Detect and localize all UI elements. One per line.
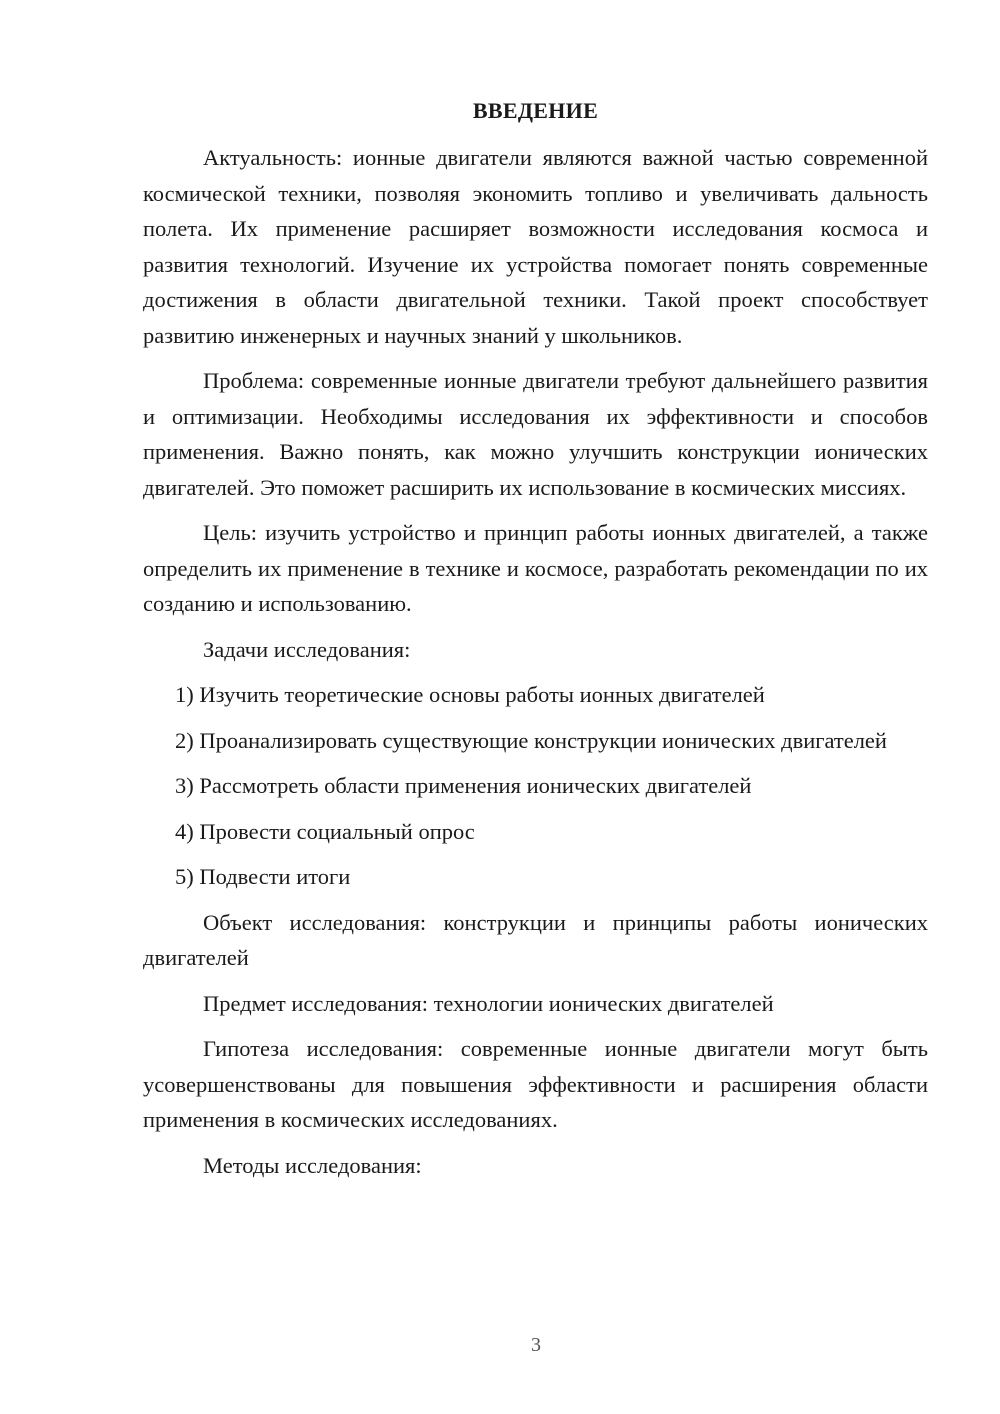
paragraph-goal: Цель: изучить устройство и принцип работы ионных двигателей, а также определить их применение в технике и космосе, разработать рекомендации по их созданию и использованию.: [143, 520, 928, 616]
paragraph-methods: Методы исследования:: [203, 1152, 422, 1178]
task-item-5: 5) Подвести итоги: [175, 864, 351, 889]
paragraph-relevance: Актуальность: ионные двигатели являются важной частью современной космической техники, позволяя экономить топливо и увеличивать дальность полета. Их применение расширяет возможности исследования космоса и развития технологий. Изучение их устройства помогает понять современные достижения в области двигательной техники. Такой проект способствует развитию инженерных и научных знаний у школьников.: [143, 145, 928, 348]
paragraph-problem: Проблема: современные ионные двигатели требуют дальнейшего развития и оптимизации. Необходимы исследования их эффективности и способов применения. Важно понять, как можно улучшить конструкции ионических двигателей. Это поможет расширить их использование в космических миссиях.: [143, 368, 928, 500]
paragraph-object: Объект исследования: конструкции и принципы работы ионических двигателей: [143, 909, 928, 970]
task-item-4: 4) Провести социальный опрос: [175, 818, 475, 844]
page-number: 3: [531, 1334, 541, 1356]
tasks-heading: Задачи исследования:: [203, 636, 411, 662]
task-item-2: 2) Проанализировать существующие конструкции ионических двигателей: [175, 727, 887, 753]
task-item-3: 3) Рассмотреть области применения ионических двигателей: [175, 773, 752, 798]
paragraph-hypothesis: Гипотеза исследования: современные ионные двигатели могут быть усовершенствованы для повышения эффективности и расширения области применения в космических исследованиях.: [143, 1036, 928, 1132]
page-content: [143, 96, 928, 1193]
task-item-1: 1) Изучить теоретические основы работы ионных двигателей: [175, 682, 765, 707]
page-title: ВВЕДЕНИЕ: [472, 98, 599, 123]
paragraph-subject: Предмет исследования: технологии ионических двигателей: [203, 990, 774, 1016]
